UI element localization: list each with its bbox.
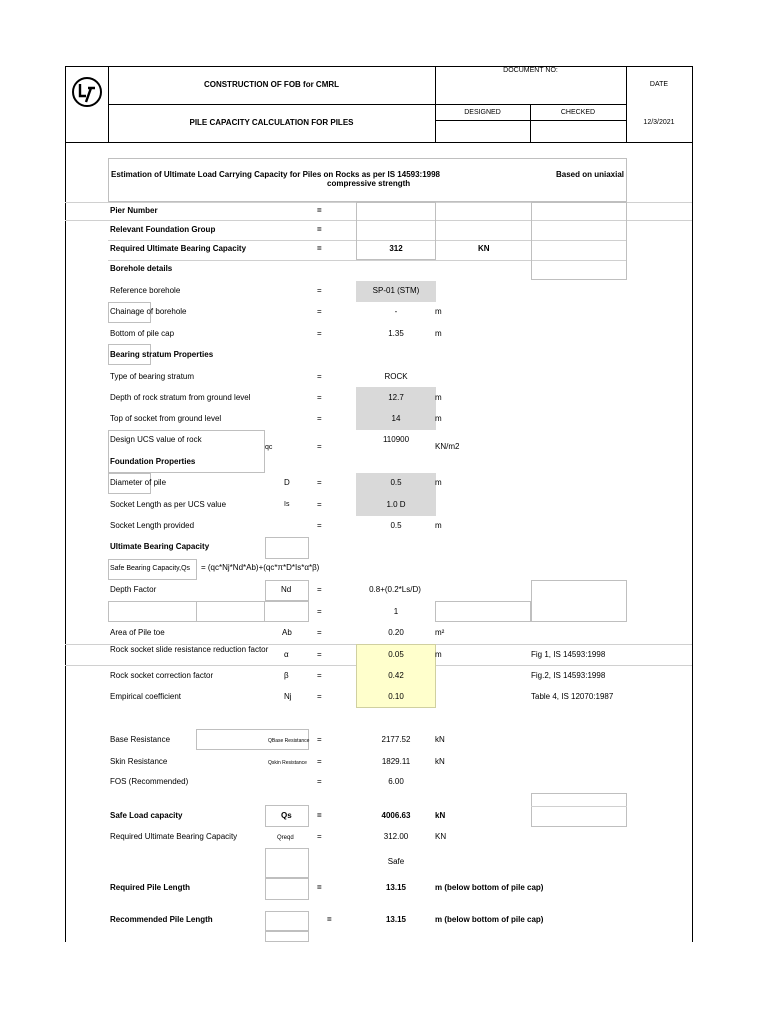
area-toe-value: 0.20 [388, 628, 404, 637]
designed-label: DESIGNED [464, 109, 501, 116]
top-socket-label: Top of socket from ground level [110, 414, 222, 423]
depth-rock-eq: = [317, 393, 322, 402]
chainage-value: - [394, 307, 398, 316]
base-resistance-value: 2177.52 [381, 735, 411, 744]
required-length-label: Required Pile Length [110, 883, 191, 892]
required-length-eq: = [317, 883, 322, 892]
socket-provided-unit: m [435, 521, 442, 530]
diameter-label: Diameter of pile [110, 478, 167, 487]
depth-factor-value-mid [435, 601, 531, 622]
stratum-type-label: Type of bearing stratum [110, 372, 195, 381]
safe-load-symbol: Qs [281, 811, 292, 820]
reference-borehole-eq: = [317, 286, 322, 295]
pier-extra-cell[interactable] [531, 202, 627, 280]
skin-resistance-value: 1829.11 [381, 757, 411, 766]
empirical-value: 0.10 [388, 692, 404, 701]
ucs-eq: = [317, 442, 322, 451]
recommended-length-unit: m (below bottom of pile cap) [435, 915, 544, 924]
top-socket-value: 14 [391, 414, 401, 423]
top-socket-unit: m [435, 414, 442, 423]
ucs-label: Design UCS value of rock [110, 435, 202, 444]
safe-load-eq: = [317, 811, 322, 820]
diameter-symbol: D [284, 478, 290, 487]
document-no-label: DOCUMENT NO: [503, 67, 558, 74]
recommended-length-label: Recommended Pile Length [110, 915, 213, 924]
fos-label: FOS (Recommended) [110, 777, 189, 786]
safe-load-label: Safe Load capacity [110, 811, 183, 820]
base-resistance-eq: = [317, 735, 322, 744]
empirical-ref: Table 4, IS 12070:1987 [531, 692, 614, 701]
area-toe-unit: m² [435, 628, 445, 637]
ucs-unit: KN/m2 [435, 442, 460, 451]
diameter-unit: m [435, 478, 442, 487]
bearing-heading: Bearing stratum Properties [110, 350, 214, 359]
reference-borehole-value: SP-01 (STM) [372, 286, 420, 295]
chainage-eq: = [317, 307, 322, 316]
depth-factor-value-eq: = [317, 607, 322, 616]
safe-load-extra [531, 793, 627, 827]
bottom-pile-cap-unit: m [435, 329, 442, 338]
company-logo [71, 76, 103, 108]
foundation-group-eq: = [317, 225, 322, 234]
intro-line1-right: Based on uniaxial [556, 170, 625, 179]
ucs-value: 110900 [382, 435, 410, 444]
depth-factor-formula: 0.8+(0.2*Ls/D) [369, 585, 421, 594]
depth-rock-label: Depth of rock stratum from ground level [110, 393, 251, 402]
ubc-heading: Ultimate Bearing Capacity [110, 542, 210, 551]
required-ubc2-value: 312.00 [383, 832, 409, 841]
base-resistance-label: Base Resistance [110, 735, 171, 744]
foundation-heading: Foundation Properties [110, 457, 196, 466]
pier-number-label: Pier Number [110, 206, 158, 215]
required-ubc-value: 312 [389, 244, 403, 253]
calc-subtitle: PILE CAPACITY CALCULATION FOR PILES [189, 118, 354, 127]
correction-factor-eq: = [317, 671, 322, 680]
project-title: CONSTRUCTION OF FOB for CMRL [203, 80, 340, 89]
empirical-label: Empirical coefficient [110, 692, 181, 701]
diameter-eq: = [317, 478, 322, 487]
skin-resistance-label: Skin Resistance [110, 757, 168, 766]
slide-factor-label: Rock socket slide resistance reduction factor [110, 645, 269, 654]
correction-factor-symbol: β [284, 671, 289, 680]
reference-borehole-label: Reference borehole [110, 286, 181, 295]
slide-factor-eq: = [317, 650, 322, 659]
skin-resistance-unit: kN [435, 757, 445, 766]
bottom-pile-cap-eq: = [317, 329, 322, 338]
required-ubc2-eq: = [317, 832, 322, 841]
fos-value: 6.00 [388, 777, 404, 786]
safe-formula: = (qc*Nj*Nd*Ab)+(qc*π*D*Is*α*β) [201, 563, 320, 572]
area-toe-symbol: Ab [282, 628, 292, 637]
socket-ucs-eq: = [317, 500, 322, 509]
fos-eq: = [317, 777, 322, 786]
date-label: DATE [649, 81, 669, 88]
status-sym-box [265, 848, 309, 878]
depth-rock-value: 12.7 [388, 393, 404, 402]
bottom-pile-cap-label: Bottom of pile cap [110, 329, 175, 338]
top-socket-eq: = [317, 414, 322, 423]
required-ubc2-label: Required Ultimate Bearing Capacity [110, 832, 238, 841]
ucs-symbol: qc [265, 444, 273, 451]
base-resistance-unit: kN [435, 735, 445, 744]
slide-factor-unit: m [435, 650, 442, 659]
area-toe-label: Area of Pile toe [110, 628, 165, 637]
slide-factor-value: 0.05 [388, 650, 404, 659]
required-ubc-unit: KN [478, 244, 490, 253]
recommended-length-eq: = [327, 915, 332, 924]
depth-rock-unit: m [435, 393, 442, 402]
slide-factor-symbol: α [284, 650, 289, 659]
intro-line1: Estimation of Ultimate Load Carrying Capacity for Piles on Rocks as per IS 14593:1998 [111, 170, 440, 179]
required-ubc2-symbol: Qreqd [277, 835, 294, 841]
date-value: 12/3/2021 [643, 119, 675, 126]
recommended-length-sym-box2 [265, 931, 309, 942]
correction-factor-ref: Fig.2, IS 14593:1998 [531, 671, 606, 680]
empirical-eq: = [317, 692, 322, 701]
safe-formula-label: Safe Bearing Capacity,Qs [110, 565, 191, 572]
intro-line2: compressive strength [327, 179, 411, 188]
socket-ucs-value: 1.0 D [386, 500, 406, 509]
skin-resistance-eq: = [317, 757, 322, 766]
stratum-type-eq: = [317, 372, 322, 381]
bottom-pile-cap-value: 1.35 [388, 329, 404, 338]
depth-factor-extra [531, 580, 627, 622]
checked-label: CHECKED [560, 109, 596, 116]
status-text: Safe [387, 857, 405, 866]
correction-factor-label: Rock socket correction factor [110, 671, 214, 680]
ubc-side-box [265, 537, 309, 559]
socket-ucs-label: Socket Length as per UCS value [110, 500, 227, 509]
required-ubc-eq: = [317, 244, 322, 253]
area-toe-eq: = [317, 628, 322, 637]
depth-factor-label: Depth Factor [110, 585, 157, 594]
socket-ucs-symbol: Is [284, 501, 290, 508]
depth-factor-symbol: Nd [281, 585, 292, 594]
depth-factor-value: 1 [393, 607, 399, 616]
required-ubc-label: Required Ultimate Bearing Capacity [110, 244, 247, 253]
diameter-value: 0.5 [390, 478, 402, 487]
skin-resistance-symbol: Qskin Resistance [268, 760, 307, 766]
pier-number-eq: = [317, 206, 322, 215]
required-length-unit: m (below bottom of pile cap) [435, 883, 544, 892]
slide-factor-ref: Fig 1, IS 14593:1998 [531, 650, 606, 659]
recommended-length-value: 13.15 [385, 915, 407, 924]
safe-load-unit: kN [435, 811, 446, 820]
depth-factor-eq: = [317, 585, 322, 594]
borehole-heading: Borehole details [110, 264, 173, 273]
socket-provided-label: Socket Length provided [110, 521, 195, 530]
foundation-group-label: Relevant Foundation Group [110, 225, 216, 234]
stratum-type-value: ROCK [384, 372, 408, 381]
chainage-label: Chainage of borehole [110, 307, 187, 316]
required-length-value: 13.15 [385, 883, 407, 892]
recommended-length-sym-box [265, 911, 309, 931]
safe-load-value: 4006.63 [381, 811, 411, 820]
required-ubc2-unit: KN [435, 832, 447, 841]
depth-factor-value-sub [196, 601, 309, 622]
chainage-unit: m [435, 307, 442, 316]
correction-factor-value: 0.42 [388, 671, 404, 680]
base-resistance-symbol: QBase Resistance [268, 738, 310, 744]
required-length-sym-box [265, 878, 309, 900]
socket-provided-value: 0.5 [390, 521, 402, 530]
socket-provided-eq: = [317, 521, 322, 530]
empirical-symbol: Nj [284, 692, 292, 701]
